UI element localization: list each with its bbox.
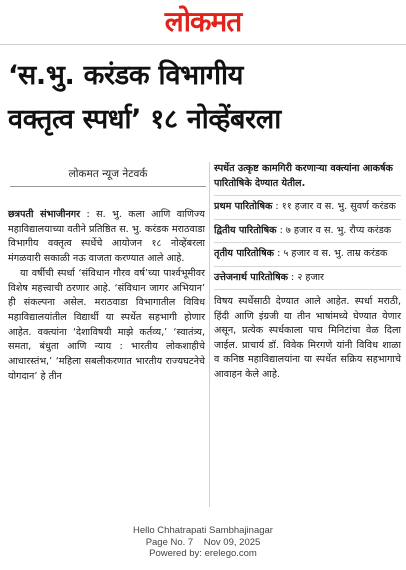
headline-line-1: ‘स.भु. करंडक विभागीय <box>8 60 244 91</box>
prize-item-consolation <box>214 266 401 286</box>
prize-item-third <box>214 242 401 262</box>
page-footer <box>0 525 406 560</box>
prize-value: : २ हजार <box>287 271 324 283</box>
headline-line-2: वक्तृत्व स्पर्धा’ १८ नोव्हेंबरला <box>8 104 281 135</box>
prize-value: : ११ हजार व स. भु. सुवर्ण करंडक <box>272 201 396 212</box>
prizes-intro: स्पर्धेत उत्कृष्ट कामगिरी करणाऱ्या वक्त्यांना आकर्षक पारितोषिके देण्यात येतील. <box>214 163 393 189</box>
prize-value: : ७ हजार व स. भु. रौप्य करंडक <box>276 224 392 236</box>
dateline: छत्रपती संभाजीनगर <box>8 209 81 220</box>
prize-item-second <box>214 219 401 239</box>
masthead-divider <box>0 44 406 45</box>
prize-label: प्रथम पारितोषिक <box>214 201 273 212</box>
column-divider <box>209 162 210 507</box>
right-column <box>214 162 401 382</box>
prize-label: उत्तेजनार्थ पारितोषिक <box>214 271 288 283</box>
byline-divider <box>10 186 206 187</box>
paragraph-1-body: : स. भु. कला आणि वाणिज्य महाविद्यालयाच्या वतीने प्रतिष्ठित स. भु. करंडक मराठवाडा विभागीय वक्तृत्व स्पर्धेचे आयोजन १८ नोव्हेंबरला मंगळवारी सकाळी नऊ वाजता करण्यात आले आहे. <box>8 209 205 265</box>
paragraph-2: या वर्षीची स्पर्धा ‘संविधान गौरव वर्ष’च्या पार्श्वभूमीवर विशेष महत्त्वाची ठरणार आहे. ‘संविधान जागर अभियान’ ही संकल्पना असेल. मराठवाडा विभागातील विविध महाविद्यालयांतील विद्यार्थी या स्पर्धेत सहभागी होणार आहेत. वक्त्यांना ‘देशाविषयी माझे कर्तव्य,’ ‘स्वातंत्र्य, समता, बंधुता आणि न्याय : भारतीय लोकशाहीचे आधारस्तंभ,’ ‘महिला सबलीकरणात भारतीय राज्यघटनेचे योगदान’ हे तीन <box>8 267 205 382</box>
page-and-date: Page No. 7 Nov 09, 2025 <box>145 536 261 548</box>
left-column <box>8 208 205 384</box>
prize-label: द्वितीय पारितोषिक <box>214 224 277 236</box>
prize-value: : ५ हजार व स. भु. ताम्र करंडक <box>274 248 388 259</box>
paragraph-1 <box>8 208 205 267</box>
edition-name: Hello Chhatrapati Sambhajinagar <box>133 525 273 536</box>
right-column-body: विषय स्पर्धेसाठी देण्यात आले आहेत. स्पर्धा मराठी, हिंदी आणि इंग्रजी या तीन भाषांमध्ये घेण्यात येणार असून, प्रत्येक स्पर्धकाला पाच मिनिटांचा वेळ दिला जाईल. प्राचार्य डॉ. विवेक मिरगणे यांनी विविध शाळा व कनिष्ठ महाविद्यालयांना या स्पर्धेत सक्रिय सहभागाचे आवाहन केले आहे. <box>214 289 401 382</box>
lokmat-logo: लोकमत <box>164 5 242 38</box>
prize-item-first <box>214 195 401 215</box>
powered-by: Powered by: erelego.com <box>149 548 257 559</box>
byline: लोकमत न्यूज नेटवर्क <box>68 168 148 180</box>
prize-label: तृतीय पारितोषिक <box>214 248 275 259</box>
masthead <box>0 6 406 40</box>
article-headline <box>8 54 400 142</box>
